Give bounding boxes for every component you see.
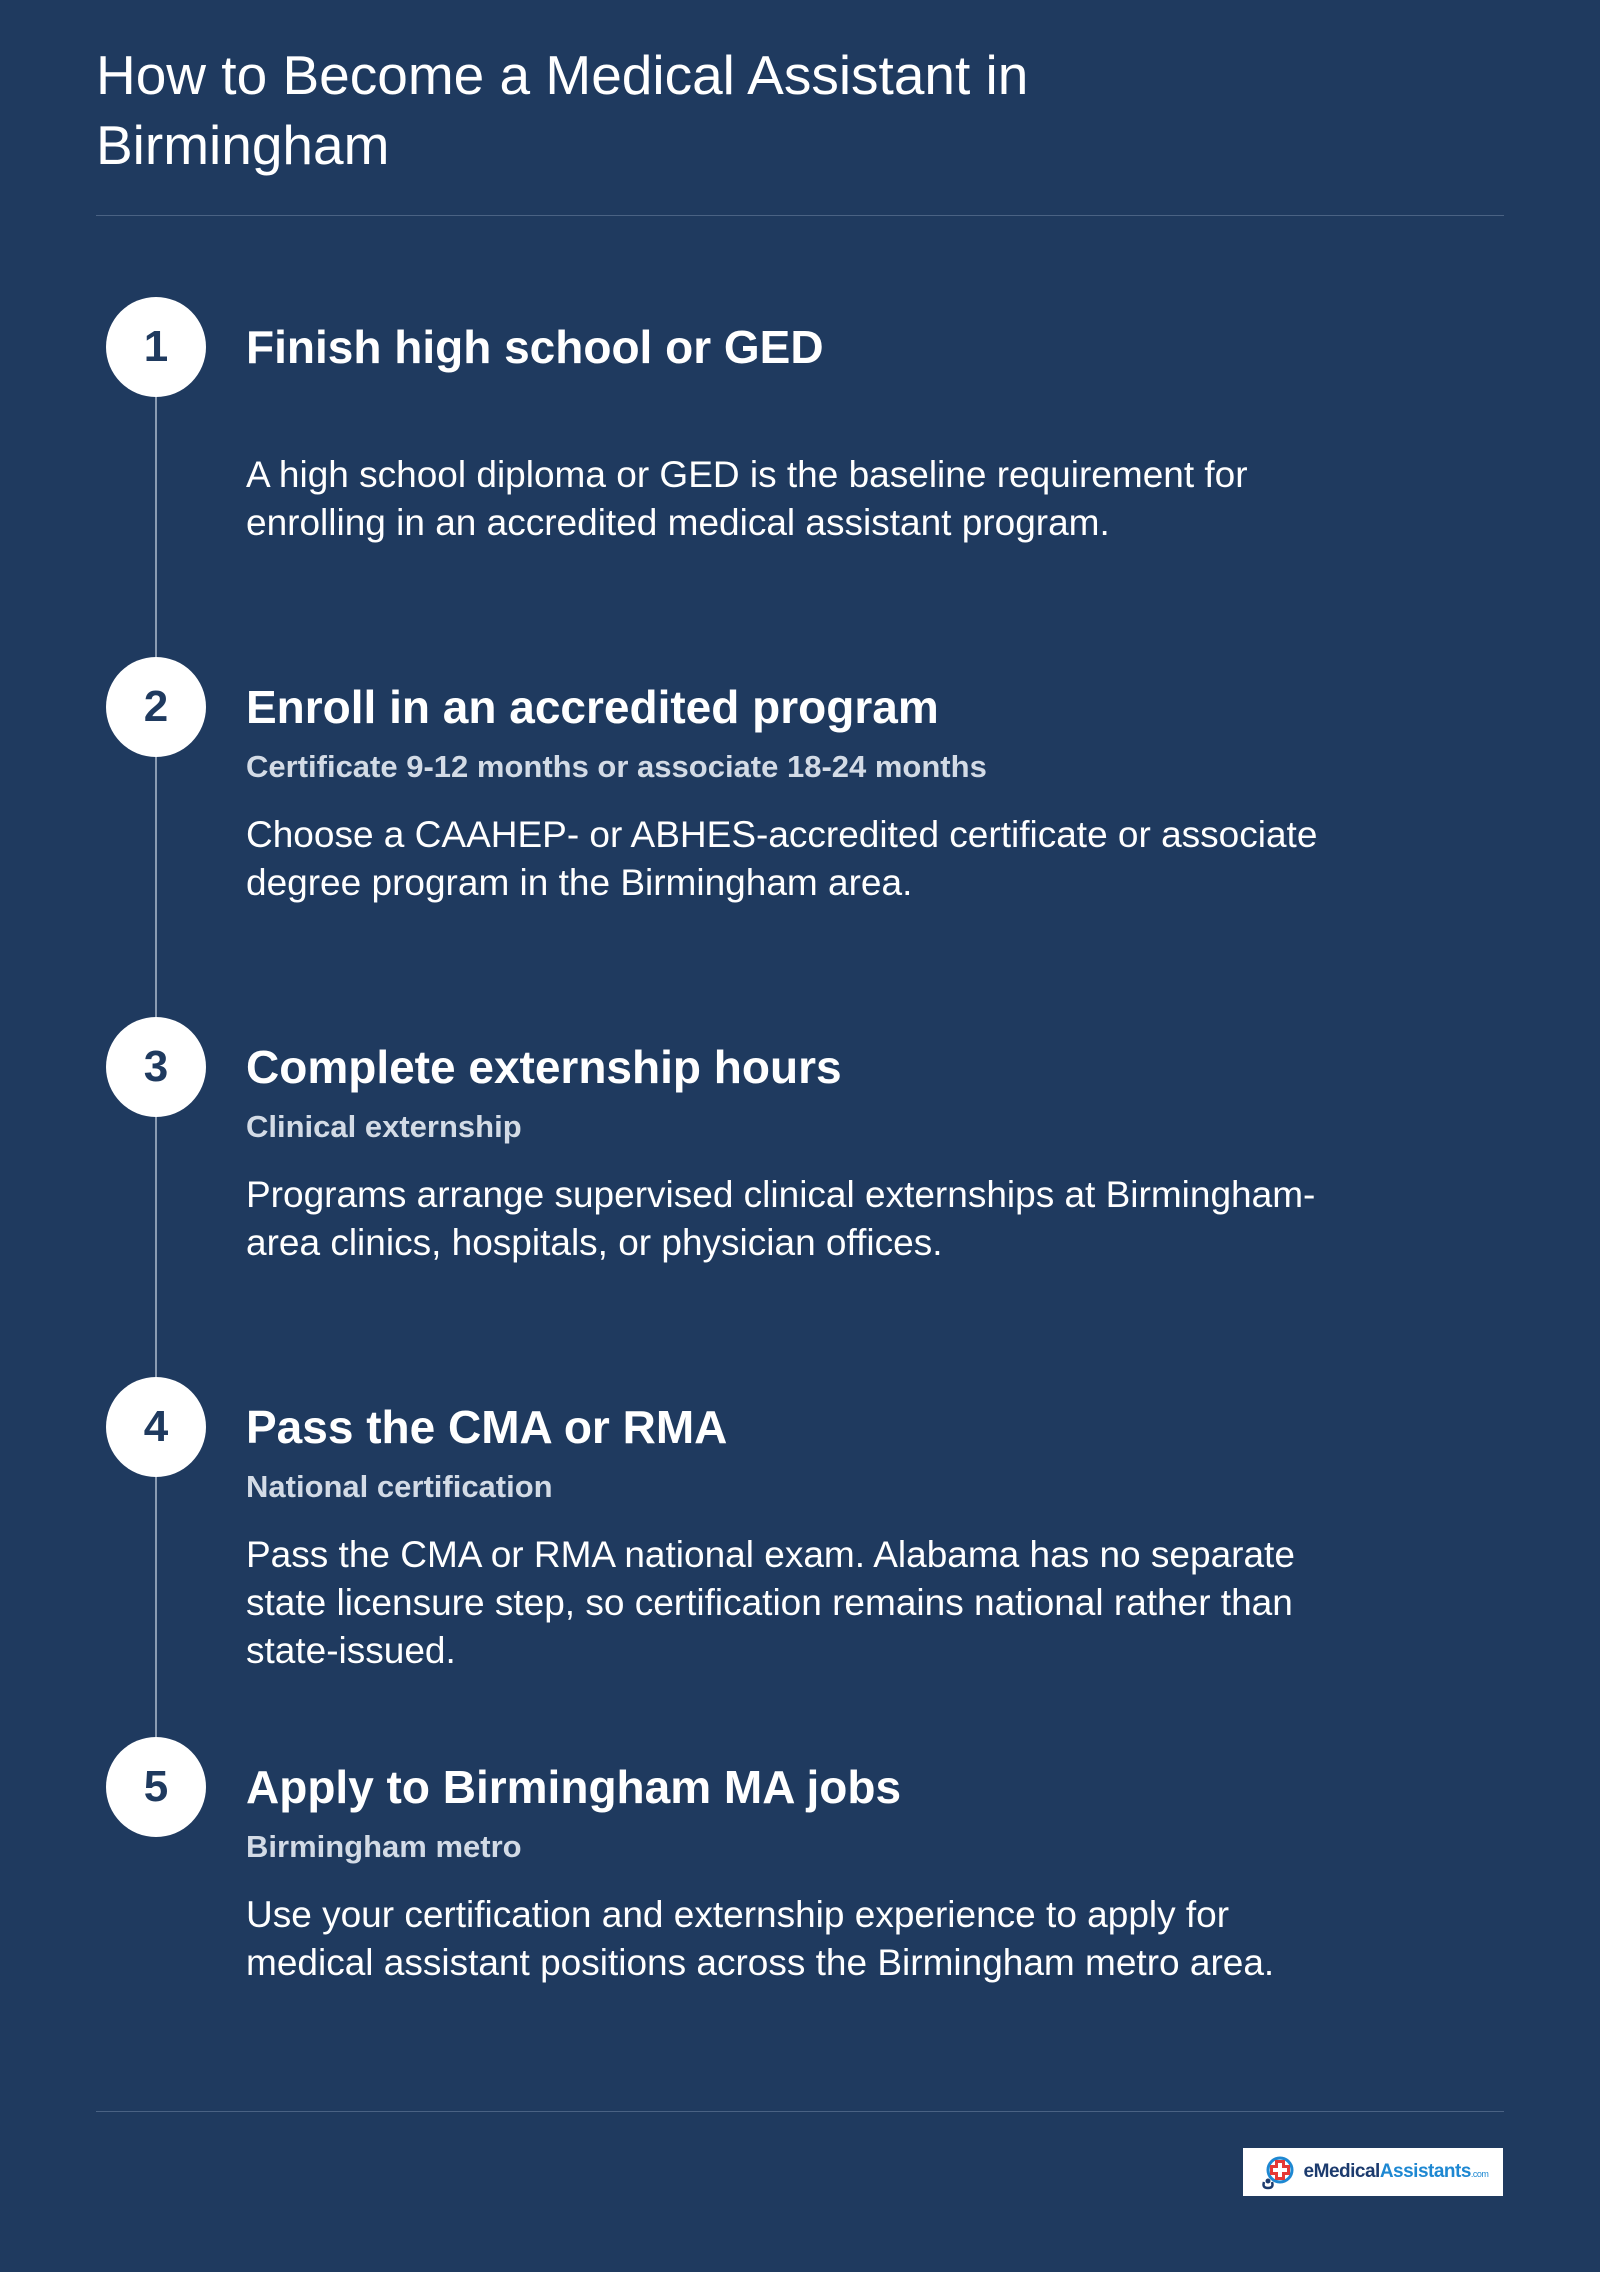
step-subtitle: Clinical externship [246, 1109, 522, 1144]
header-divider [96, 215, 1504, 216]
step-description: Pass the CMA or RMA national exam. Alabama has no separate state licensure step, so certification remains national rather than state-issued. [246, 1534, 1295, 1671]
footer-divider [96, 2111, 1504, 2112]
step-title: Apply to Birmingham MA jobs [246, 1761, 902, 1813]
page-title: How to Become a Medical Assistant in Birmingham [96, 44, 1029, 176]
step-number-badge: 1 [106, 297, 206, 397]
emedicalassistants-logo[interactable] [1243, 2148, 1503, 2196]
step-description: Choose a CAAHEP- or ABHES-accredited certificate or associate degree program in the Birmingham area. [246, 814, 1318, 903]
step-subtitle: Birmingham metro [246, 1829, 522, 1864]
step-description: Programs arrange supervised clinical externships at Birmingham-area clinics, hospitals, or physician offices. [246, 1174, 1316, 1263]
step-number-badge: 2 [106, 657, 206, 757]
step-title: Pass the CMA or RMA [246, 1401, 728, 1453]
step-title: Finish high school or GED [246, 321, 824, 373]
step-title: Complete externship hours [246, 1041, 842, 1093]
logo-wordmark: eMedicalAssistants.com [1303, 2161, 1489, 2182]
step-title: Enroll in an accredited program [246, 681, 939, 733]
step-number-badge: 4 [106, 1377, 206, 1477]
step-description: Use your certification and externship experience to apply for medical assistant positions across the Birmingham metro area. [246, 1894, 1275, 1983]
step-subtitle: National certification [246, 1469, 553, 1504]
step-number-badge: 3 [106, 1017, 206, 1117]
step-number-badge: 5 [106, 1737, 206, 1837]
step-subtitle: Certificate 9-12 months or associate 18-24 months [246, 749, 987, 784]
medical-cross-icon [1258, 2152, 1298, 2192]
step-description: A high school diploma or GED is the baseline requirement for enrolling in an accredited medical assistant program. [246, 454, 1248, 543]
